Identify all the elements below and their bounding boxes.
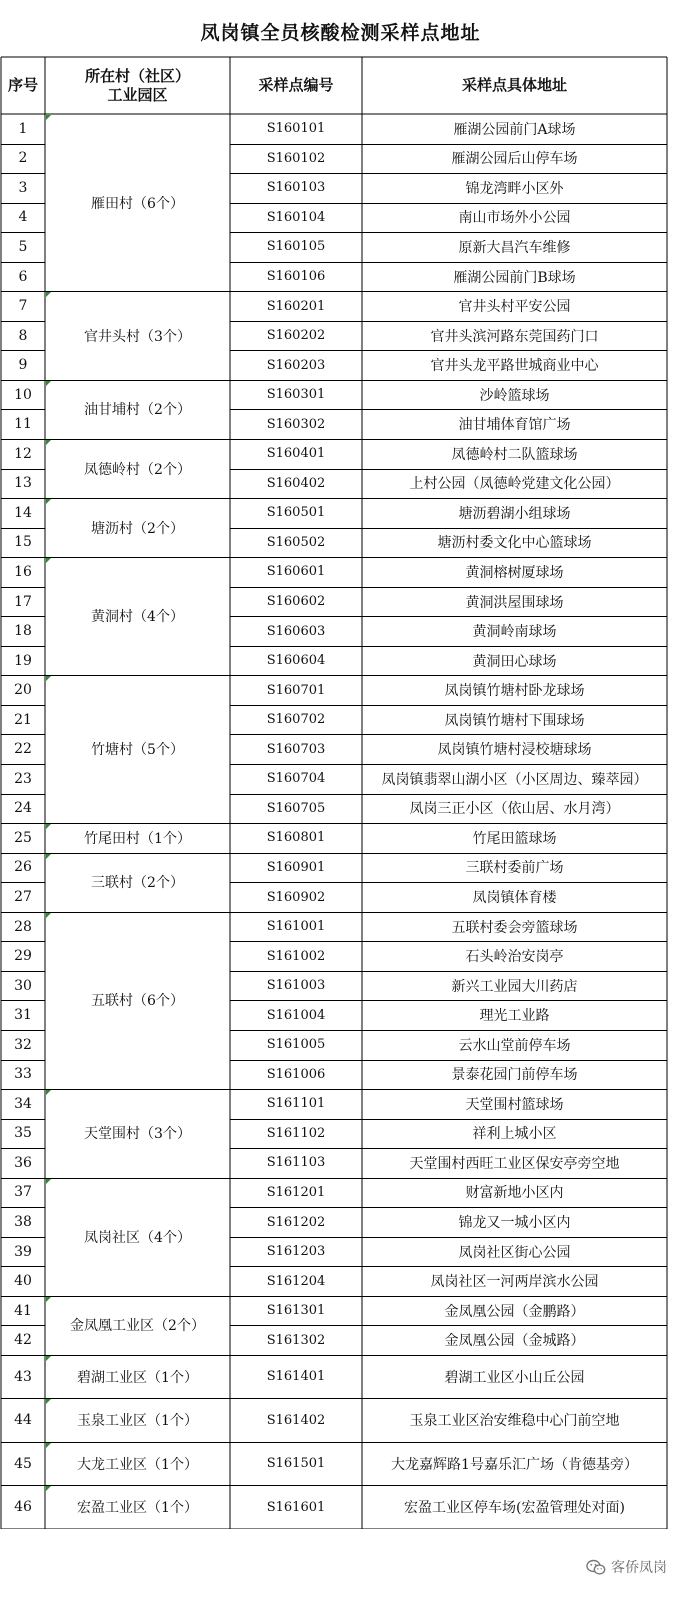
sampling-point-code: S160705 (266, 800, 326, 816)
footer-area (0, 1529, 681, 1601)
sampling-point-address: 碧湖工业区小山丘公园 (444, 1369, 585, 1386)
sampling-point-code: S161006 (266, 1066, 326, 1082)
sampling-point-address: 凤岗镇翡翠山湖小区（小区周边、臻萃园） (381, 771, 648, 788)
sampling-point-code: S161302 (266, 1332, 326, 1348)
village-group-name: 大龙工业区（1个） (77, 1456, 198, 1473)
sampling-point-code: S160704 (266, 771, 326, 787)
sampling-point-code: S160201 (266, 298, 326, 314)
row-number: 13 (14, 475, 32, 492)
village-group-name: 雁田村（6个） (91, 195, 184, 212)
sampling-point-code: S161001 (266, 919, 326, 935)
sampling-point-code: S161301 (266, 1303, 326, 1319)
village-group-name: 竹塘村（5个） (91, 742, 184, 759)
sampling-point-address: 金凤凰公园（金鹏路） (444, 1303, 585, 1320)
village-group-name: 碧湖工业区（1个） (77, 1369, 198, 1386)
row-number: 11 (14, 416, 32, 433)
sampling-point-code: S160701 (266, 682, 326, 698)
sampling-point-address: 宏盈工业区停车场(宏盈管理处对面) (404, 1500, 625, 1517)
row-number: 27 (14, 889, 32, 905)
sampling-point-code: S160104 (266, 209, 326, 225)
sampling-point-address: 塘沥碧湖小组球场 (458, 505, 571, 522)
row-number: 37 (14, 1184, 32, 1201)
sampling-point-code: S160901 (266, 859, 326, 875)
row-number: 5 (18, 238, 28, 255)
sampling-point-address: 雁湖公园后山停车场 (451, 151, 578, 168)
sampling-point-code: S160703 (266, 741, 326, 757)
sampling-point-address: 塘沥村委文化中心篮球场 (437, 535, 592, 552)
row-number: 17 (14, 593, 32, 610)
wechat-icon (586, 1559, 606, 1576)
sampling-point-address: 沙岭篮球场 (479, 387, 550, 404)
sampling-point-address: 祥利上城小区 (472, 1126, 557, 1143)
sampling-point-code: S161401 (266, 1369, 326, 1385)
sampling-point-address: 上村公园（凤德岭党建文化公园） (409, 476, 620, 493)
village-group-name: 黄洞村（4个） (91, 609, 184, 626)
row-number: 43 (14, 1368, 32, 1385)
sampling-point-address: 凤岗三正小区（依山居、水月湾） (409, 801, 620, 818)
sampling-point-code: S161202 (266, 1214, 326, 1230)
sampling-point-address: 黄洞洪屋围球场 (465, 594, 564, 611)
village-group-name: 油甘埔村（2个） (84, 402, 191, 419)
sampling-point-code: S161102 (266, 1125, 326, 1141)
row-number: 4 (18, 209, 28, 226)
sampling-point-code: S161004 (266, 1007, 326, 1023)
sampling-point-address: 大龙嘉辉路1号嘉乐汇广场（肯德基旁） (391, 1456, 638, 1473)
sampling-point-address: 黄洞岭南球场 (472, 624, 557, 641)
sampling-point-address: 金凤凰公园（金城路） (444, 1333, 585, 1350)
sampling-point-code: S161002 (266, 948, 326, 964)
row-number: 20 (14, 682, 32, 699)
sampling-point-address: 南山市场外小公园 (458, 210, 571, 227)
row-number: 30 (14, 977, 32, 994)
sampling-point-address: 竹尾田篮球场 (472, 830, 557, 847)
village-group-name: 宏盈工业区（1个） (77, 1500, 198, 1517)
sampling-point-code: S160401 (266, 446, 326, 462)
row-number: 7 (18, 298, 28, 315)
row-number: 35 (14, 1125, 32, 1142)
sampling-point-code: S160502 (266, 534, 326, 550)
sampling-point-address: 凤岗社区一河两岸滨水公园 (430, 1274, 599, 1291)
header-village (45, 57, 230, 114)
sampling-point-code: S160602 (266, 594, 326, 610)
row-number: 28 (14, 918, 32, 935)
header-address: 采样点具体地址 (461, 76, 567, 94)
row-number: 45 (14, 1455, 32, 1472)
watermark (586, 1557, 667, 1577)
row-number: 26 (14, 859, 32, 876)
row-number: 1 (18, 120, 28, 137)
row-number: 25 (14, 829, 32, 846)
village-group-name: 塘沥村（2个） (91, 520, 184, 537)
sampling-point-address: 凤德岭村二队篮球场 (451, 446, 578, 463)
header-village-line2: 工业园区 (107, 85, 168, 104)
row-number: 38 (14, 1214, 32, 1231)
sampling-point-code: S160604 (266, 653, 326, 669)
village-group-name: 五联村（6个） (91, 993, 184, 1010)
village-group-name: 凤岗社区（4个） (84, 1229, 191, 1246)
header-no: 序号 (7, 76, 38, 94)
header-code: 采样点编号 (258, 76, 334, 94)
row-number: 21 (14, 711, 32, 728)
row-number: 3 (18, 179, 28, 196)
sampling-point-address: 景泰花园门前停车场 (451, 1067, 578, 1084)
sampling-point-code: S161204 (266, 1273, 326, 1289)
sampling-point-address: 凤岗镇竹塘村浸校塘球场 (437, 742, 592, 759)
row-number: 9 (18, 357, 28, 374)
sampling-point-code: S161201 (266, 1184, 326, 1200)
sampling-point-address: 新兴工业园大川药店 (451, 978, 578, 995)
sampling-point-address: 三联村委前广场 (465, 860, 564, 877)
page-title: 凤岗镇全员核酸检测采样点地址 (200, 22, 481, 44)
row-number: 8 (18, 327, 28, 344)
sampling-point-address: 锦龙湾畔小区外 (465, 180, 564, 197)
sampling-point-address: 黄洞田心球场 (472, 653, 557, 670)
row-number: 2 (18, 150, 28, 167)
row-number: 39 (14, 1243, 32, 1260)
sampling-point-address: 财富新地小区内 (465, 1185, 564, 1202)
row-number: 31 (14, 1007, 32, 1024)
row-number: 22 (14, 741, 32, 758)
sampling-point-address: 原新大昌汽车维修 (458, 239, 571, 256)
village-group-name: 金凤凰工业区（2个） (70, 1318, 205, 1335)
sampling-point-code: S160801 (266, 830, 326, 846)
sampling-point-code: S160103 (266, 180, 326, 196)
sampling-point-code: S160501 (266, 505, 326, 521)
sampling-point-code: S160202 (266, 328, 326, 344)
row-number: 6 (18, 268, 28, 285)
sampling-point-code: S161402 (266, 1412, 326, 1428)
sampling-point-code: S160603 (266, 623, 326, 639)
row-number: 46 (14, 1499, 32, 1516)
sampling-point-address: 玉泉工业区治安维稳中心门前空地 (409, 1413, 620, 1430)
sampling-point-code: S160105 (266, 239, 326, 255)
sampling-point-address: 理光工业路 (479, 1008, 550, 1025)
sampling-point-address: 天堂围村西旺工业区保安亭旁空地 (409, 1155, 620, 1172)
sampling-point-code: S161101 (266, 1096, 326, 1112)
row-number: 41 (14, 1302, 32, 1319)
sampling-point-code: S161601 (266, 1499, 326, 1515)
sampling-point-address: 油甘埔体育馆广场 (458, 417, 571, 434)
sampling-point-address: 雁湖公园前门B球场 (453, 269, 576, 286)
sampling-point-address: 锦龙又一城小区内 (458, 1215, 571, 1232)
sampling-point-code: S160203 (266, 357, 326, 373)
watermark-text: 客侨凤岗 (611, 1560, 667, 1576)
row-number: 42 (14, 1332, 32, 1349)
sampling-point-code: S160302 (266, 416, 326, 432)
sampling-point-address: 凤岗社区街心公园 (458, 1244, 571, 1261)
sampling-point-address: 凤岗镇体育楼 (472, 890, 557, 906)
sampling-point-code: S161203 (266, 1244, 326, 1260)
row-number: 10 (14, 386, 32, 403)
sampling-point-code: S160601 (266, 564, 326, 580)
sampling-point-address: 云水山堂前停车场 (458, 1037, 571, 1054)
sampling-point-code: S161003 (266, 978, 326, 994)
sampling-point-address: 官井头村平安公园 (458, 299, 571, 316)
row-number: 14 (14, 504, 32, 521)
sampling-point-address: 五联村委会旁篮球场 (451, 919, 578, 936)
row-number: 44 (14, 1412, 32, 1429)
sampling-point-code: S160902 (266, 889, 326, 905)
sampling-point-address: 黄洞榕树厦球场 (465, 564, 564, 581)
row-number: 19 (14, 652, 32, 669)
sampling-point-code: S160702 (266, 712, 326, 728)
sampling-point-address: 雁湖公园前门A球场 (453, 121, 576, 138)
sampling-point-code: S161103 (266, 1155, 326, 1171)
sampling-point-code: S161501 (266, 1456, 326, 1472)
row-number: 36 (14, 1154, 32, 1171)
village-group-name: 凤德岭村（2个） (84, 461, 191, 478)
row-number: 12 (14, 445, 32, 462)
row-number: 23 (14, 770, 32, 787)
village-group-name: 玉泉工业区（1个） (77, 1413, 198, 1430)
row-number: 24 (14, 800, 32, 817)
sampling-point-code: S160106 (266, 269, 326, 284)
village-group-name: 官井头村（3个） (84, 328, 191, 345)
village-group-name: 天堂围村（3个） (84, 1126, 191, 1143)
sampling-point-address: 天堂围村篮球场 (465, 1096, 564, 1113)
sampling-point-address: 官井头龙平路世城商业中心 (430, 358, 599, 375)
sampling-point-address: 官井头滨河路东莞国药门口 (430, 328, 599, 345)
header-village-line1: 所在村（社区） (84, 66, 190, 85)
row-number: 33 (14, 1066, 32, 1083)
row-number: 16 (14, 563, 32, 580)
row-number: 15 (14, 534, 32, 551)
row-number: 18 (14, 623, 32, 640)
sampling-point-code: S160101 (266, 121, 326, 137)
sampling-point-code: S161005 (266, 1037, 326, 1053)
row-number: 32 (14, 1036, 32, 1053)
row-number: 29 (14, 948, 32, 965)
row-number: 34 (14, 1095, 32, 1112)
sampling-point-code: S160301 (266, 387, 326, 403)
sampling-point-address: 凤岗镇竹塘村卧龙球场 (444, 683, 585, 700)
village-group-name: 竹尾田村（1个） (84, 830, 191, 847)
sampling-point-code: S160102 (266, 150, 326, 166)
sampling-point-address: 凤岗镇竹塘村下围球场 (444, 712, 585, 729)
sampling-point-address: 石头岭治安岗亭 (465, 949, 564, 966)
village-group-name: 三联村（2个） (91, 875, 184, 892)
sampling-point-code: S160402 (266, 475, 326, 491)
row-number: 40 (14, 1273, 32, 1290)
